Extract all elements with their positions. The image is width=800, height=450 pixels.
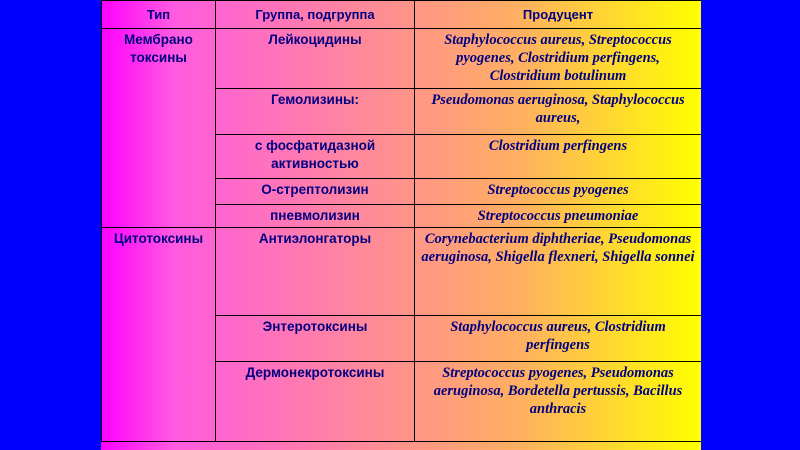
type-cell: Мембрано токсины — [102, 29, 216, 228]
type-cell: Цитотоксины — [102, 228, 216, 442]
table-row — [102, 228, 702, 316]
toxin-table — [101, 0, 701, 442]
subgroup-cell: пневмолизин — [216, 205, 415, 228]
table-row — [102, 29, 702, 89]
producer-cell: Streptococcus pyogenes, Pseudomonas aeruginosa, Bordetella pertussis, Bacillus anthracis — [415, 362, 702, 442]
producer-cell: Pseudomonas aeruginosa, Staphylococcus aureus, — [415, 89, 702, 135]
subgroup-cell: Антиэлонгаторы — [216, 228, 415, 316]
producer-cell: Clostridium perfingens — [415, 135, 702, 179]
header-subgroup: Группа, подгруппа — [216, 1, 415, 29]
producer-cell: Staphylococcus aureus, Streptococcus pyogenes, Clostridium perfingens, Clostridium botulinum — [415, 29, 702, 89]
header-producer: Продуцент — [415, 1, 702, 29]
subgroup-cell: с фосфатидазной активностью — [216, 135, 415, 179]
header-type: Тип — [102, 1, 216, 29]
subgroup-cell: Лейкоцидины — [216, 29, 415, 89]
subgroup-cell: О-стрептолизин — [216, 179, 415, 205]
subgroup-cell: Дермонекротоксины — [216, 362, 415, 442]
slide — [101, 0, 701, 450]
subgroup-cell: Энтеротоксины — [216, 316, 415, 362]
producer-cell: Streptococcus pneumoniae — [415, 205, 702, 228]
producer-cell: Staphylococcus aureus, Clostridium perfingens — [415, 316, 702, 362]
header-row — [102, 1, 702, 29]
producer-cell: Corynebacterium diphtheriae, Pseudomonas aeruginosa, Shigella flexneri, Shigella sonnei — [415, 228, 702, 316]
subgroup-cell: Гемолизины: — [216, 89, 415, 135]
producer-cell: Streptococcus pyogenes — [415, 179, 702, 205]
